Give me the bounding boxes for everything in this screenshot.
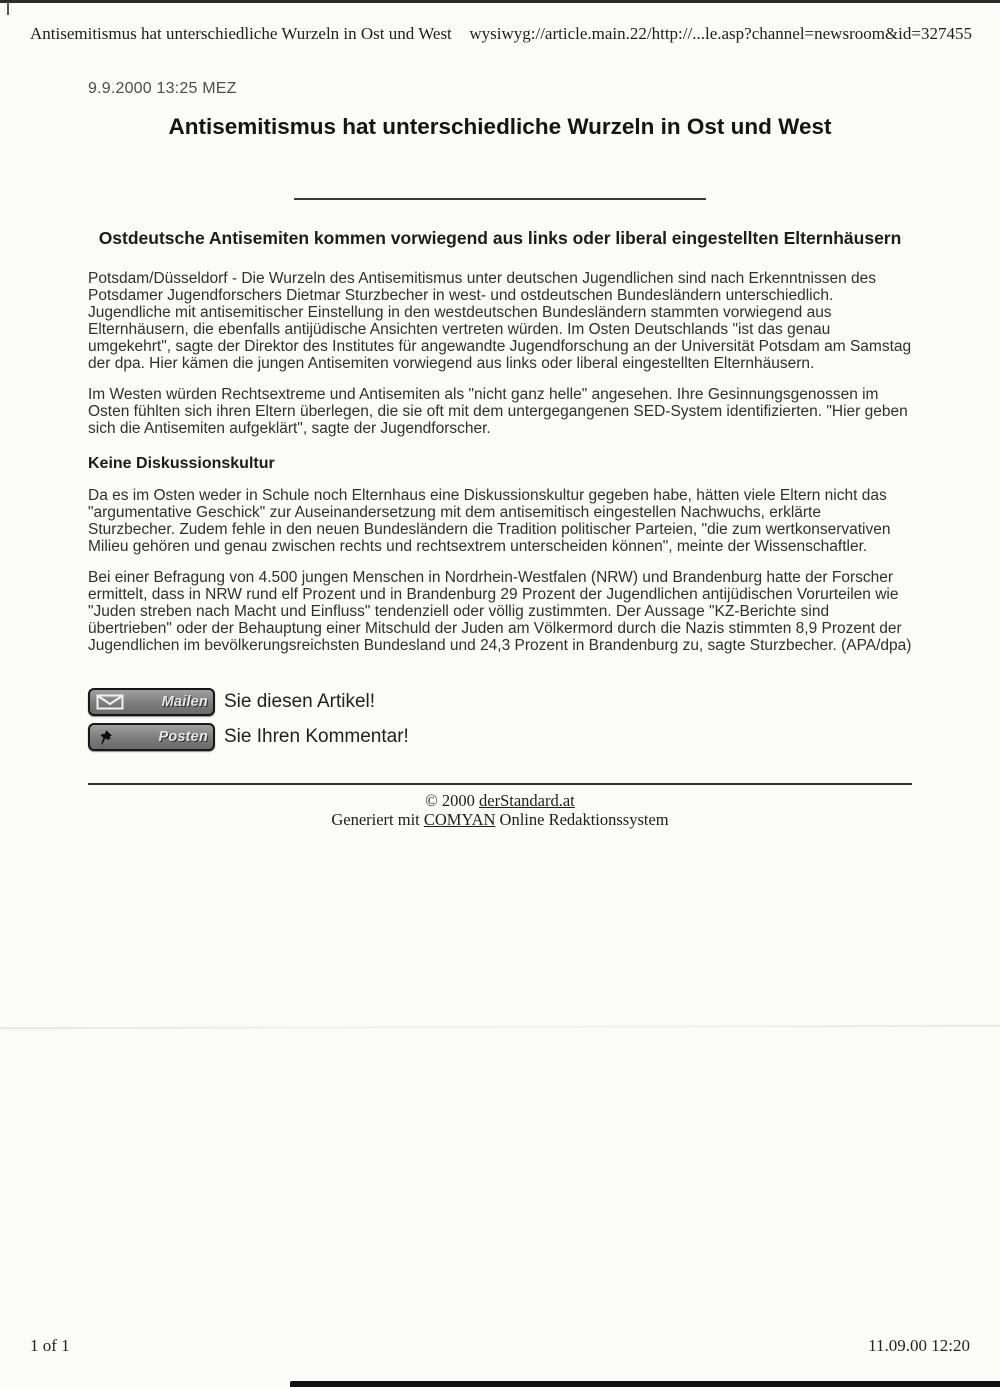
mail-action-text: Sie diesen Artikel! — [224, 691, 376, 712]
paragraph: Im Westen würden Rechtsextreme und Antisemiten als "nicht ganz helle" angesehen. Ihre Gesinnungsgenossen im Osten fühlten sich ihren Eltern überlegen, die sie oft mit dem untergegangenen SED-System identifizierten. "Hier geben sich die Antisemiten aufgeklärt", sagte der Jugendforscher. — [88, 386, 908, 437]
footer-divider — [88, 783, 912, 785]
mail-button-label: Mailen — [161, 694, 208, 710]
scan-crease-artifact — [0, 1025, 1000, 1030]
paragraph: Da es im Osten weder in Schule noch Elternhaus eine Diskussionskultur gegeben habe, hätten viele Eltern nicht das "argumentative Geschick" zur Auseinandersetzung mit dem antisemitisch eingestellen Nachwuchs, erklärte Sturzbecher. Zudem fehle in den neuen Bundesländern die Tradition politischer Parteien, "die zum wertkonservativen Milieu gehören und genau zwischen rechts und rechtsextrem unterscheiden können", meinte der Wissenschaftler. — [88, 487, 891, 555]
article-timestamp: 9.9.2000 13:25 MEZ — [88, 80, 237, 97]
post-button[interactable] — [88, 723, 215, 751]
browser-print-header — [30, 24, 972, 44]
article-subtitle: Ostdeutsche Antisemiten kommen vorwiegend aus links oder liberal eingestellten Elternhäusern — [98, 228, 902, 248]
pushpin-icon — [96, 729, 114, 746]
scan-bottom-edge-artifact — [290, 1381, 1000, 1387]
section-heading: Keine Diskussionskultur — [88, 455, 275, 472]
post-action-row — [88, 722, 912, 752]
envelope-icon — [96, 694, 124, 710]
post-action-text: Sie Ihren Kommentar! — [224, 726, 409, 747]
generator-line — [88, 811, 912, 830]
article-actions — [88, 687, 912, 752]
mail-action-row — [88, 687, 912, 717]
comyan-link[interactable]: COMYAN — [423, 809, 496, 829]
generator-text-suffix: Online Redaktionssystem — [495, 809, 669, 829]
generator-text: Generiert mit — [331, 809, 424, 829]
copyright-text: © 2000 — [425, 791, 480, 810]
title-divider — [294, 198, 706, 200]
print-header-title: Antisemitismus hat unterschiedliche Wurzeln in Ost und West — [30, 24, 452, 43]
article-title: Antisemitismus hat unterschiedliche Wurzeln in Ost und West — [168, 114, 832, 139]
scan-top-edge-artifact — [0, 0, 1000, 3]
post-button-label: Posten — [158, 729, 208, 745]
article-content — [88, 80, 912, 829]
browser-print-footer — [30, 1336, 970, 1356]
paragraph: Bei einer Befragung von 4.500 jungen Menschen in Nordrhein-Westfalen (NRW) und Brandenburg hatte der Forscher ermittelt, dass in NRW rund elf Prozent und in Brandenburg 29 Prozent der Jugendlichen antijüdischen Vorurteilen wie "Juden streben nach Macht und Einfluss" tendenziell oder völlig zustimmten. Der Aussage "KZ-Berichte sind übertrieben" oder der Behauptung einer Mitschuld der Juden am Völkermord durch die Nazis stimmten 8,9 Prozent der Jugendlichen im bevölkerungsreichsten Bundesland und 24,3 Prozent in Brandenburg zu, sagte Sturzbecher. (APA/dpa) — [88, 569, 912, 654]
derstandard-link[interactable]: derStandard.at — [479, 791, 575, 810]
copyright-line — [88, 792, 912, 811]
scan-edge-tick-artifact — [7, 2, 9, 15]
print-header-url: wysiwyg://article.main.22/http://...le.asp?channel=newsroom&id=327455 — [469, 24, 972, 43]
article-body — [88, 270, 912, 654]
mail-button[interactable] — [88, 688, 215, 716]
paragraph: Potsdam/Düsseldorf - Die Wurzeln des Antisemitismus unter deutschen Jugendlichen sind nach Erkenntnissen des Potsdamer Jugendforschers Dietmar Sturzbecher in west- und ostdeutschen Bundesländern unterschiedlich. Jugendliche mit antisemitischer Einstellung in den westdeutschen Bundesländern stammten vorwiegend aus Elternhäusern, die ebenfalls antijüdische Ansichten vertreten würden. Im Osten Deutschlands "ist das genau umgekehrt", sagte der Direktor des Institutes für angewandte Jugendforschung an der Universität Potsdam am Samstag der dpa. Hier kämen die jungen Antisemiten vorwiegend aus links oder liberal eingestellten Elternhäusern. — [88, 270, 912, 372]
article-footer — [88, 792, 912, 829]
page-number: 1 of 1 — [30, 1336, 70, 1355]
print-datetime: 11.09.00 12:20 — [868, 1336, 970, 1355]
